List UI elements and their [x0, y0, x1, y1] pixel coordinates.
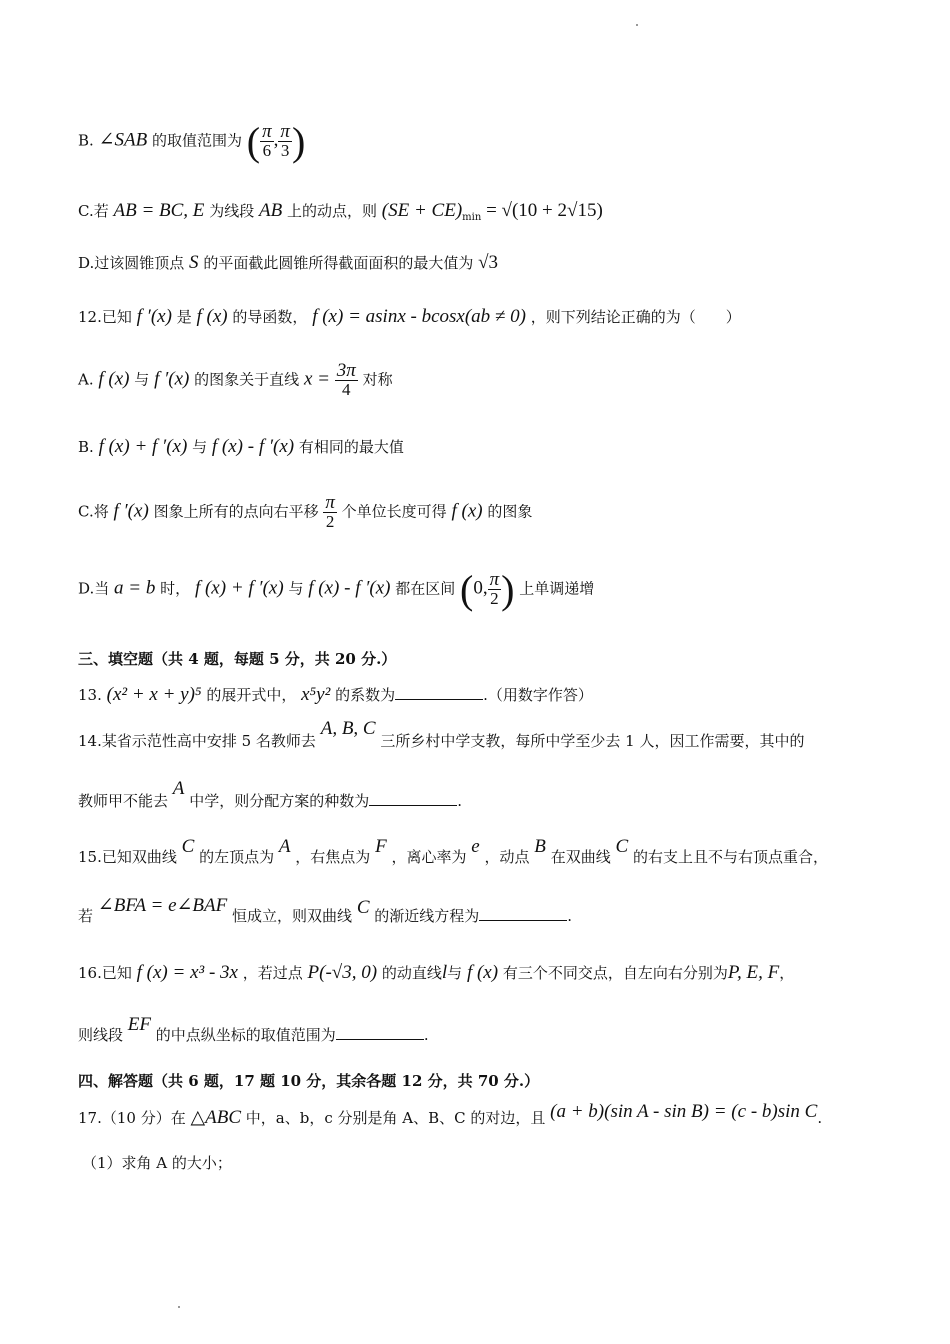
text: 的系数为 — [335, 686, 396, 704]
option-label: C.将 — [78, 502, 109, 521]
question-15 — [78, 836, 828, 868]
text: ， — [779, 964, 795, 982]
paren: ( — [460, 567, 474, 612]
math: F — [375, 836, 387, 857]
answer-blank — [479, 906, 567, 921]
question-12-c — [78, 494, 532, 531]
math: = √(10 + 2√15) — [486, 200, 603, 221]
text: 则线段 — [78, 1026, 124, 1044]
answer-blank — [369, 791, 457, 806]
math: C — [615, 836, 629, 857]
question-14-line2 — [78, 778, 462, 812]
text: 17.（10 分）在 — [78, 1109, 186, 1127]
fraction: $\frac{\pi}{6}$ — [262, 121, 272, 160]
math: x⁵y² — [301, 684, 331, 705]
math: √3 — [478, 252, 499, 273]
text: 的右支上且不与右顶点重合， — [632, 848, 828, 866]
option-c — [78, 200, 603, 223]
option-label: D.过该圆锥顶点 — [78, 254, 185, 272]
math: AB = BC, E — [113, 200, 205, 221]
text: 中，a、b，c 分别是角 A、B、C 的对边，且 — [245, 1109, 546, 1127]
paren: ) — [501, 567, 515, 612]
math: f (x) - f ′(x) — [211, 436, 295, 457]
text: 时， — [160, 579, 191, 598]
paren: ( — [246, 119, 261, 164]
text: 若 — [78, 907, 94, 925]
math: C — [356, 897, 370, 918]
text: . — [817, 1109, 823, 1127]
text: 16.已知 — [78, 964, 132, 982]
question-17-part-1: （1）求角 A 的大小； — [82, 1154, 232, 1172]
fraction: $\frac{\pi}{3}$ — [280, 121, 290, 160]
text: 教师甲不能去 — [78, 792, 169, 810]
option-b: B. ∠SAB 的取值范围为 ( $\frac{\pi}{6}$ , $\frac{\pi}{3}$ ) — [78, 119, 306, 164]
math: (a + b)(sin A - sin B) = (c - b)sin C — [550, 1101, 818, 1122]
math: EF — [127, 1014, 152, 1035]
text: 的取值范围为 — [152, 131, 243, 150]
text: 的中点纵坐标的取值范围为 — [155, 1026, 336, 1044]
text: ，右焦点为 — [295, 848, 371, 866]
text: 上单调递增 — [519, 579, 595, 598]
math: C — [181, 836, 195, 857]
fraction: $\frac{3\pi}{4}$ — [336, 360, 356, 399]
question-15-line2 — [78, 895, 573, 927]
text: 的导函数， — [232, 308, 308, 326]
math: f ′(x) — [154, 368, 190, 390]
math: f (x) = x³ - 3x — [136, 962, 238, 983]
math: 0, — [473, 577, 488, 599]
text: 都在区间 — [395, 579, 456, 598]
math: A, B, C — [320, 718, 376, 739]
math: e — [471, 836, 480, 857]
text: 有三个不同交点，自左向右分别为 — [502, 964, 728, 982]
corner-dot — [636, 24, 638, 26]
math: AB — [259, 200, 283, 221]
math: f (x) — [451, 500, 483, 522]
subscript: min — [462, 212, 482, 223]
text: 在双曲线 — [550, 848, 611, 866]
question-12-d — [78, 566, 594, 613]
text: 对称 — [362, 370, 393, 389]
math: x = — [303, 368, 330, 390]
text: 是 — [176, 308, 192, 326]
math: f (x) — [98, 368, 130, 390]
question-12-b — [78, 436, 404, 458]
text: ，离心率为 — [391, 848, 467, 866]
option-label: D.当 — [78, 579, 110, 598]
text: 与 — [134, 370, 150, 389]
text: ，若过点 — [242, 964, 303, 982]
text: ，动点 — [484, 848, 530, 866]
math: f (x) - f ′(x) — [308, 577, 391, 599]
text: 的平面截此圆锥所得截面面积的最大值为 — [203, 254, 474, 272]
fraction: $\frac{\pi}{2}$ — [489, 569, 500, 608]
text: 图象上所有的点向右平移 — [153, 502, 319, 521]
text: 的渐近线方程为 — [374, 907, 480, 925]
math: f ′(x) — [113, 500, 149, 522]
text: .（用数字作答） — [483, 686, 593, 704]
math: B — [534, 836, 546, 857]
math: A — [278, 836, 291, 857]
text: 中学，则分配方案的种数为 — [189, 792, 370, 810]
text: 的展开式中， — [206, 686, 297, 704]
math: (SE + CE) — [381, 200, 463, 221]
math: f (x) — [196, 306, 228, 327]
text: 的图象关于直线 — [194, 370, 300, 389]
math: A — [172, 778, 185, 799]
text: 与 — [288, 579, 304, 598]
section-heading: 四、解答题（共 6 题，17 题 10 分，其余各题 12 分，共 70 分.） — [78, 1072, 540, 1090]
math: ∠SAB — [98, 129, 148, 151]
text: 12.已知 — [78, 308, 132, 326]
question-12-a — [78, 362, 393, 399]
answer-blank — [395, 685, 483, 700]
fraction: $\frac{\pi}{2}$ — [325, 492, 335, 531]
question-17 — [78, 1101, 823, 1129]
math: △ABC — [190, 1107, 241, 1128]
text: 有相同的最大值 — [298, 438, 404, 456]
text: 14.某省示范性高中安排 5 名教师去 — [78, 732, 316, 750]
text: 与 — [447, 964, 463, 982]
math: f (x) + f ′(x) — [98, 436, 188, 457]
math: ∠BFA = e∠BAF — [97, 895, 228, 916]
text: ，则下列结论正确的为（ ） — [530, 308, 741, 326]
text: 三所乡村中学支教，每所中学至少去 1 人，因工作需要，其中的 — [380, 732, 805, 750]
math: P, E, F — [727, 962, 780, 983]
text: 的图象 — [487, 502, 533, 521]
math: f (x) — [466, 962, 499, 983]
text: 为线段 — [209, 202, 255, 220]
math: f (x) = asinx - bcosx(ab ≠ 0) — [312, 306, 526, 327]
text: 15.已知双曲线 — [78, 848, 177, 866]
section-heading: 三、填空题（共 4 题，每题 5 分，共 20 分.） — [78, 650, 397, 668]
math: S — [189, 252, 199, 273]
question-13 — [78, 684, 593, 706]
math: (x² + x + y)⁵ — [106, 684, 202, 705]
math: a = b — [114, 577, 156, 599]
question-16-line2 — [78, 1014, 429, 1046]
text: 的左顶点为 — [199, 848, 275, 866]
corner-dot — [178, 1306, 180, 1308]
text: 恒成立，则双曲线 — [232, 907, 353, 925]
text: . — [567, 907, 573, 925]
question-12 — [78, 306, 741, 328]
question-16 — [78, 962, 794, 984]
answer-blank — [336, 1025, 424, 1040]
text: . — [457, 792, 462, 810]
question-14 — [78, 718, 805, 752]
option-label: C.若 — [78, 202, 109, 220]
text: . — [423, 1026, 429, 1044]
paren: ) — [291, 119, 306, 164]
text: 与 — [192, 438, 208, 456]
text: 个单位长度可得 — [341, 502, 447, 521]
option-d — [78, 252, 498, 274]
text: 13. — [78, 686, 102, 704]
math: P(-√3, 0) — [307, 962, 378, 983]
option-label: B. — [78, 131, 94, 150]
text: 的动直线 — [381, 964, 442, 982]
option-label: B. — [78, 438, 94, 456]
math: f ′(x) — [136, 306, 172, 327]
math: f (x) + f ′(x) — [194, 577, 284, 599]
option-label: A. — [78, 370, 94, 389]
math: l — [441, 962, 448, 983]
text: 上的动点，则 — [287, 202, 378, 220]
